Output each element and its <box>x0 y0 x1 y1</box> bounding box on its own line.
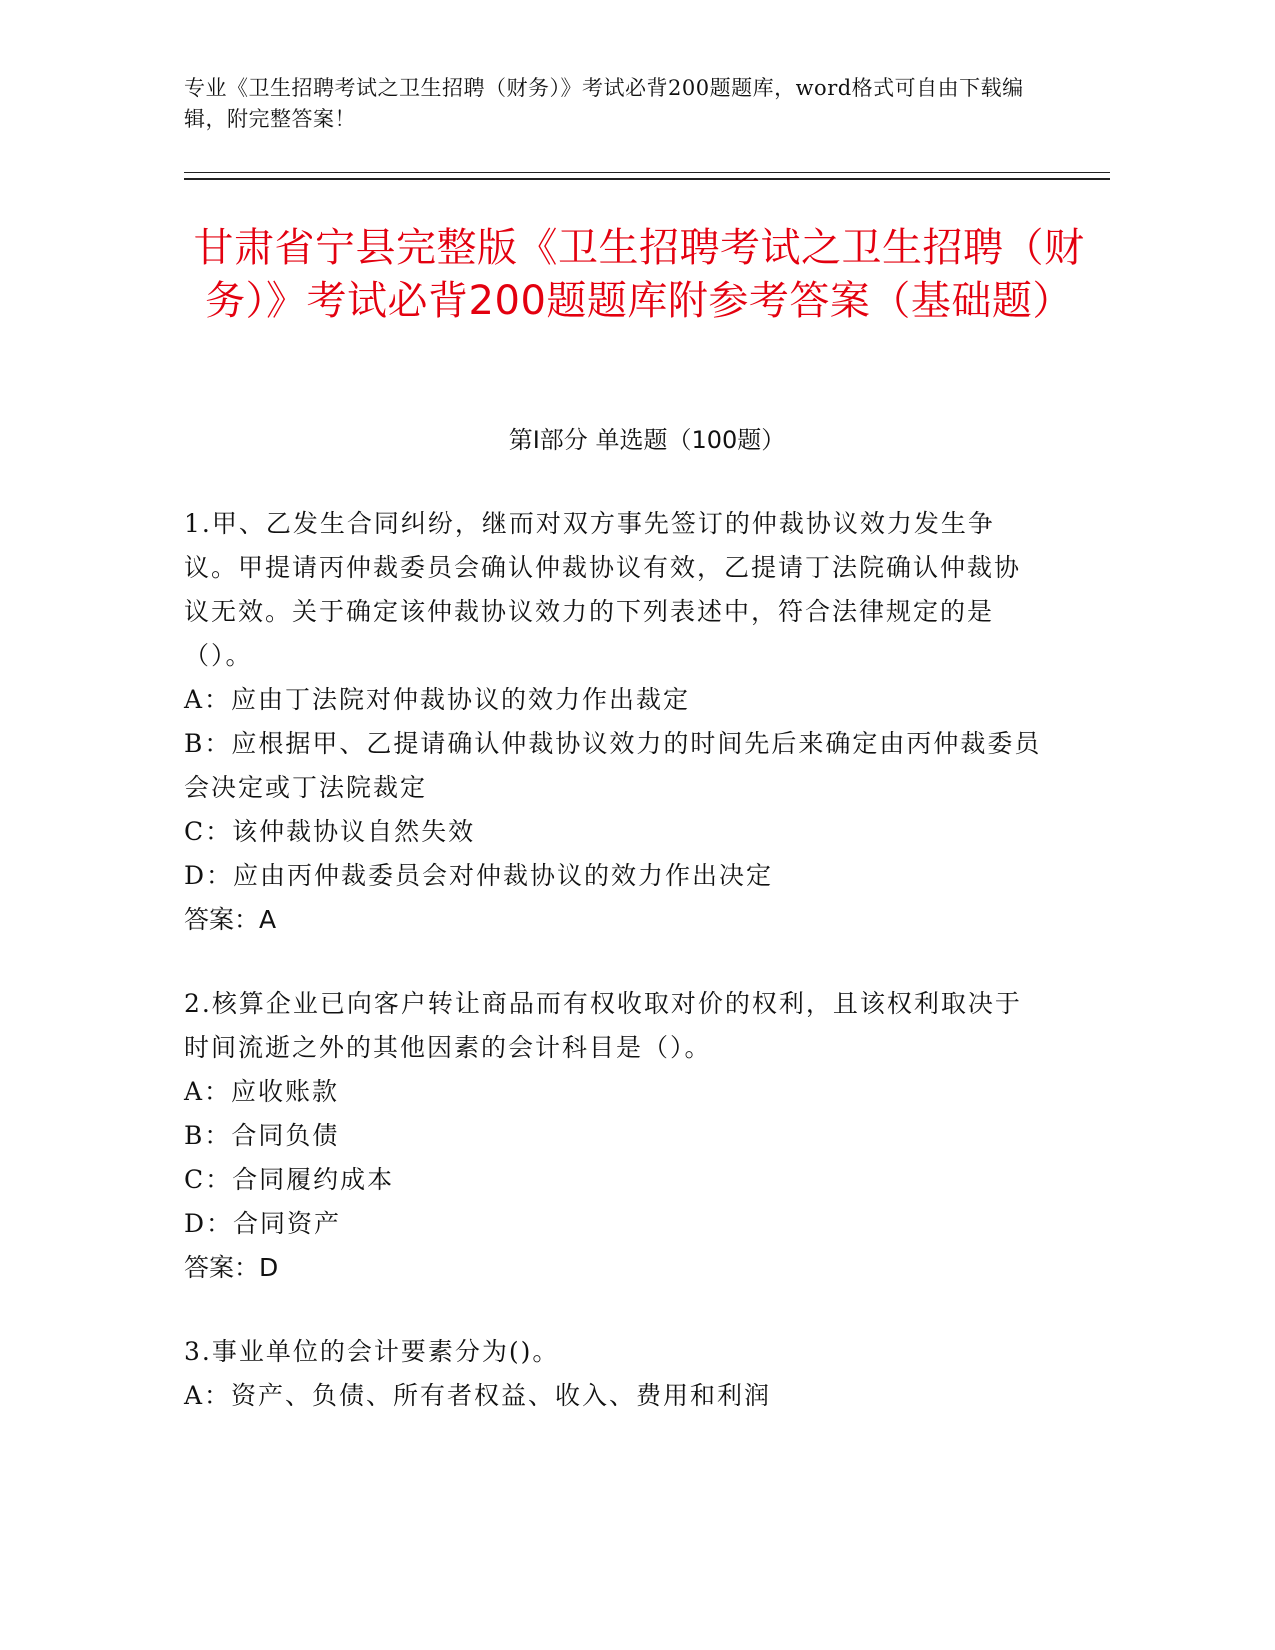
answer-line: 答案：D <box>184 1253 279 1282</box>
question-list <box>184 502 1044 1458</box>
option-b: B：应根据甲、乙提请确认仲裁协议效力的时间先后来确定由丙仲裁委员会决定或丁法院裁定 <box>184 729 1042 802</box>
option-a: A：应由丁法院对仲裁协议的效力作出裁定 <box>184 685 691 714</box>
option-a: A：资产、负债、所有者权益、收入、费用和利润 <box>184 1381 772 1410</box>
question-stem: 1.甲、乙发生合同纠纷，继而对双方事先签订的仲裁协议效力发生争议。甲提请丙仲裁委员会确认仲裁协议有效，乙提请丁法院确认仲裁协议无效。关于确定该仲裁协议效力的下列表述中，符合法律规定的是（）。 <box>184 509 1022 670</box>
document-title: 甘肃省宁县完整版《卫生招聘考试之卫生招聘（财务）》考试必背200题题库附参考答案（基础题） <box>193 225 1085 324</box>
header-note: 专业《卫生招聘考试之卫生招聘（财务）》考试必背200题题库，word格式可自由下载编辑，附完整答案！ <box>184 76 1024 131</box>
question-stem: 3.事业单位的会计要素分为()。 <box>184 1337 560 1366</box>
question-3 <box>184 1330 1044 1418</box>
answer-line: 答案：A <box>184 905 277 934</box>
header-rule-thin <box>184 172 1110 173</box>
option-d: D：合同资产 <box>184 1209 342 1238</box>
option-d: D：应由丙仲裁委员会对仲裁协议的效力作出决定 <box>184 861 774 890</box>
header-rule-thick <box>184 178 1110 180</box>
question-stem: 2.核算企业已向客户转让商品而有权收取对价的权利，且该权利取决于时间流逝之外的其他因素的会计科目是（）。 <box>184 989 1022 1062</box>
question-1 <box>184 502 1044 942</box>
option-a: A：应收账款 <box>184 1077 340 1106</box>
question-2 <box>184 982 1044 1290</box>
option-b: B：合同负债 <box>184 1121 340 1150</box>
option-c: C：合同履约成本 <box>184 1165 395 1194</box>
option-c: C：该仲裁协议自然失效 <box>184 817 476 846</box>
section-heading: 第Ⅰ部分 单选题（100题） <box>508 426 786 454</box>
